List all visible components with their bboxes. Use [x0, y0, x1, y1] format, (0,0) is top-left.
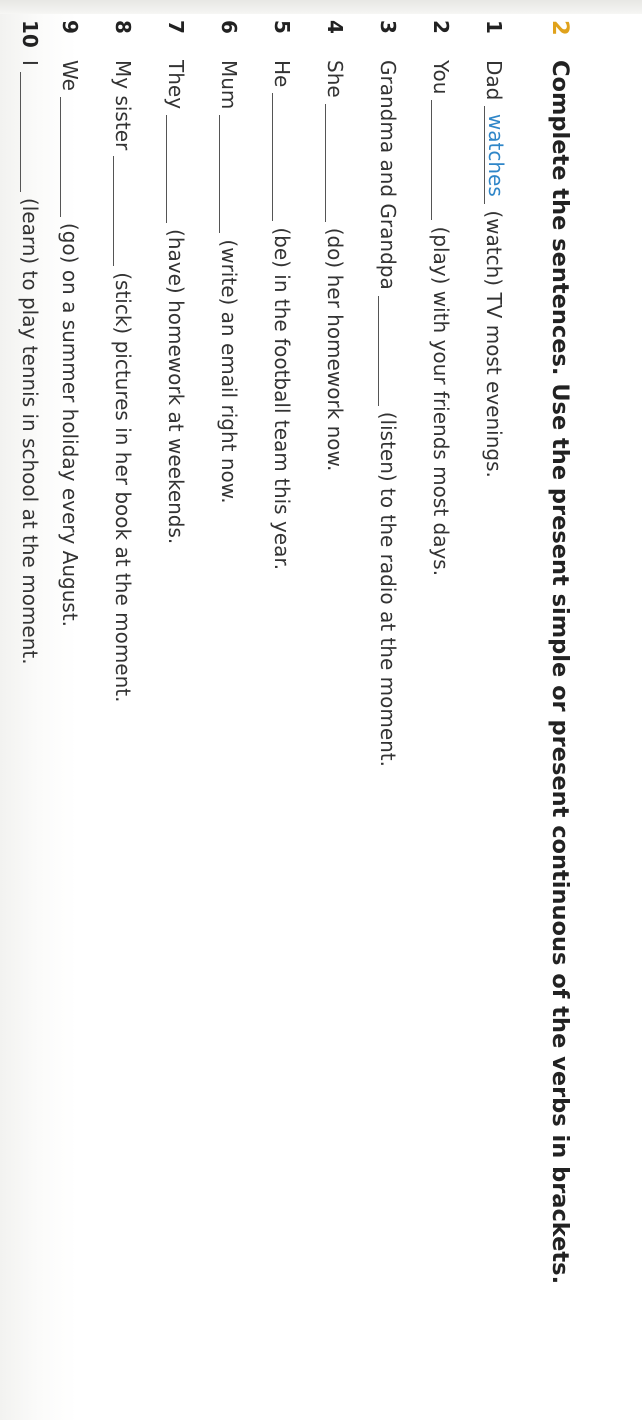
- sentence-subject: Grandma and Grandpa: [376, 60, 400, 290]
- sentence-subject: He: [270, 60, 294, 88]
- answer-blank-7[interactable]: [167, 115, 190, 223]
- sentence-4: [317, 20, 353, 471]
- sentence-subject: She: [323, 60, 347, 98]
- answer-blank-2[interactable]: [432, 100, 455, 220]
- sentence-2: [423, 20, 459, 576]
- answer-blank-6[interactable]: [220, 115, 243, 233]
- answer-blank-5[interactable]: [273, 93, 296, 221]
- sentence-10: [12, 20, 48, 665]
- sentence-rest: (watch) TV most evenings.: [482, 210, 506, 478]
- answer-blank-9[interactable]: [61, 97, 84, 217]
- sentence-rest: (go) on a summer holiday every August.: [58, 222, 82, 628]
- sentence-7: [158, 20, 194, 544]
- sentence-subject: My sister: [111, 60, 135, 151]
- sentence-8: [105, 20, 141, 702]
- sentence-subject: They: [164, 60, 188, 110]
- answer-blank-3[interactable]: [379, 296, 402, 406]
- answer-blank-10[interactable]: [21, 72, 44, 192]
- sentence-number: 6: [217, 20, 241, 34]
- sentence-subject: We: [58, 60, 82, 91]
- sentence-subject: I: [18, 60, 42, 66]
- sentence-subject: Dad: [482, 60, 506, 101]
- sentence-rest: (learn) to play tennis in school at the moment.: [18, 197, 42, 665]
- sentence-rest: (play) with your friends most days.: [429, 226, 453, 577]
- sentence-rest: (be) in the football team this year.: [270, 227, 294, 571]
- exercise-heading: [540, 20, 580, 1284]
- sentence-5: [264, 20, 300, 570]
- exercise-number: 2: [547, 20, 573, 36]
- sentence-number: 9: [58, 20, 82, 34]
- sentence-rest: (stick) pictures in her book at the moment.: [111, 272, 135, 703]
- sentence-subject: Mum: [217, 60, 241, 110]
- sentence-9: [52, 20, 88, 627]
- answer-blank-8[interactable]: [114, 156, 137, 266]
- sentence-rest: (write) an email right now.: [217, 239, 241, 504]
- sentence-3: [370, 20, 406, 767]
- sentence-rest: (do) her homework now.: [323, 227, 347, 472]
- sentence-6: [211, 20, 247, 504]
- sentence-number: 7: [164, 20, 188, 34]
- sentence-1: [476, 20, 512, 478]
- sentence-rest: (listen) to the radio at the moment.: [376, 411, 400, 768]
- sentence-number: 2: [429, 20, 453, 34]
- rotated-exercise: [10, 20, 580, 1400]
- sentence-number: 1: [482, 20, 506, 34]
- exercise-instruction: Complete the sentences. Use the present simple or present continuous of the verbs in brackets.: [547, 60, 573, 1285]
- sentence-subject: You: [429, 60, 453, 95]
- answer-blank-1[interactable]: watches: [485, 106, 508, 204]
- answer-blank-4[interactable]: [326, 104, 349, 222]
- sentence-number: 8: [111, 20, 135, 34]
- sentence-number: 5: [270, 20, 294, 34]
- page-top-shadow: [0, 0, 642, 14]
- sentence-number: 4: [323, 20, 347, 34]
- sentence-number: 3: [376, 20, 400, 34]
- sentence-rest: (have) homework at weekends.: [164, 229, 188, 545]
- sentence-number: 10: [18, 20, 42, 48]
